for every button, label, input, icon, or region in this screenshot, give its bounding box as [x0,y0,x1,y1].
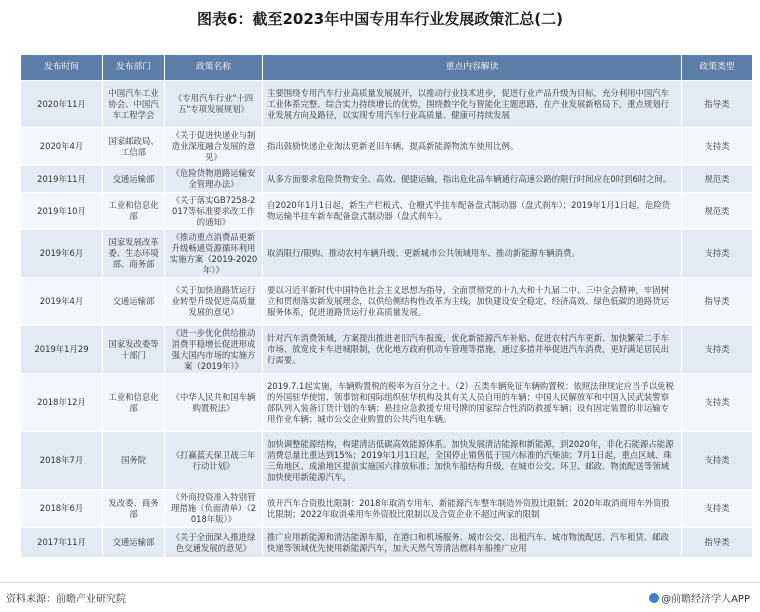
cell-policy: 《关于促进快递业与制造业深度融合发展的意见》 [165,128,263,166]
cell-policy: 《关于全面深入推进绿色交通发展的意见》 [165,528,263,558]
cell-policy: 《打赢蓝天保卫战三年行动计划》 [165,432,263,490]
table-row [21,166,753,193]
cell-type: 支持类 [682,432,753,490]
cell-type: 支持类 [682,230,753,278]
cell-date: 2020年11月 [21,81,103,128]
cell-date: 2018年6月 [21,490,103,528]
table-row [21,490,753,528]
cell-policy: 《危险货物道路运输安全管理办法》 [165,166,263,193]
cell-content: 指出鼓励快递企业淘汰更新老旧车辆，提高新能源物流车使用比例。 [263,128,682,166]
header-policy: 政策名称 [165,55,263,81]
cell-dept: 发改委、商务部 [103,490,165,528]
table-row [21,374,753,432]
cell-type: 规范类 [682,166,753,193]
cell-dept: 交通运输部 [103,278,165,326]
cell-policy: 《专用汽车行业"十四五"专项发展规划》 [165,81,263,128]
table-row [21,432,753,490]
cell-dept: 中国汽车工业协会、中国汽车工程学会 [103,81,165,128]
cell-date: 2020年4月 [21,128,103,166]
cell-content: 推广应用新能源和清洁能源车船，在港口和机场服务、城市公交、出租汽车、城市物流配送、汽车租赁、邮政快递等领域优先使用新能源汽车，加大天然气等清洁燃料车船推广应用 [263,528,682,558]
cell-dept: 国家邮政局、工信部 [103,128,165,166]
cell-date: 2018年7月 [21,432,103,490]
cell-policy: 《外商投资准入特别管理措施（负面清单）（2018年版）》 [165,490,263,528]
cell-date: 2019年10月 [21,193,103,230]
brand-credit [649,590,750,605]
table-row [21,326,753,374]
header-content: 重点内容解读 [263,55,682,81]
chart-title: 图表6：截至2023年中国专用车行业发展政策汇总(二) [197,10,563,28]
header-dept: 发布部门 [103,55,165,81]
cell-content: 放开汽车合资股比限制：2018年取消专用车、新能源汽车整车制造外资股比限制；2020年取消商用车外资股比限制；2022年取消乘用车外资股比限制以及合资企业不超过两家的限制 [263,490,682,528]
policy-table [20,54,753,558]
cell-content: 取消限行/限购、推动农村车辆升级、更新城市公共领域用车、推动新能源车辆消费。 [263,230,682,278]
header-date: 发布时间 [21,55,103,81]
source-note: 资料来源：前瞻产业研究院 [6,594,126,605]
cell-date: 2019年4月 [21,278,103,326]
brand-label: @前瞻经济学人APP [661,594,750,605]
cell-type: 支持类 [682,326,753,374]
cell-content: 要以习近平新时代中国特色社会主义思想为指导，全面贯彻党的十九大和十九届二中、三中全会精神，牢固树立和贯彻落实新发展理念，以供给侧结构性改革为主线，加快建设安全稳定、经济高效、绿色低碳的道路货运服务体系，促进道路货运行业高质量发展。 [263,278,682,326]
cell-policy: 《关于落实GB7258-2017等标准要求改工作的通知》 [165,193,263,230]
table-row [21,128,753,166]
cell-type: 支持类 [682,128,753,166]
table-row [21,81,753,128]
cell-content: 加快调整能源结构，构建清洁低碳高效能源体系。加快发展清洁能源和新能源，到2020年，非化石能源占能源消费总量比重达到15%；2019年1月1日起，全国停止销售低于国六标准的汽柴油；7月1日起，重点区域、珠三角地区、成渝地区提前实施国六排放标准；加快车船结构升级，在城市公交、环卫、邮政、物流配送等领域加快使用新能源汽车。 [263,432,682,490]
cell-dept: 交通运输部 [103,528,165,558]
cell-date: 2019年11月 [21,166,103,193]
cell-content: 从多方面要求危险货物安全、高效、便捷运输，指出危化品车辆通行高速公路的限行时间应在0时到6时之间。 [263,166,682,193]
cell-date: 2017年11月 [21,528,103,558]
cell-type: 规范类 [682,193,753,230]
cell-policy: 《中华人民共和国车辆购置税法》 [165,374,263,432]
cell-dept: 交通运输部 [103,166,165,193]
cell-dept: 国家发改委等十部门 [103,326,165,374]
header-type: 政策类型 [682,55,753,81]
cell-type: 指导类 [682,81,753,128]
cell-policy: 《推动重点消费品更新升级畅通资源循环利用实施方案（2019-2020年）》 [165,230,263,278]
cell-type: 指导类 [682,278,753,326]
brand-logo-icon [649,593,659,603]
cell-policy: 《进一步优化供给推动消费平稳增长促进形成强大国内市场的实施方案（2019年）》 [165,326,263,374]
cell-content: 针对汽车消费领域，方案提出推进老旧汽车报废，优化新能源汽车补贴、促进农村汽车更新、加快繁荣二手车市场、放宽皮卡车进城限制，优化地方政府机动车管理等措施，通过多措并举促进汽车消费，更好满足居民出行需要。 [263,326,682,374]
cell-date: 2019年6月 [21,230,103,278]
cell-type: 指导类 [682,528,753,558]
table-row [21,230,753,278]
cell-dept: 国家发展改革委、生态环境部、商务部 [103,230,165,278]
table-row [21,193,753,230]
cell-dept: 工业和信息化部 [103,193,165,230]
cell-content: 主要围绕专用汽车行业高质量发展展开，以推动行业技术进步，促进行业产品升级为目标，充分利用中国汽车工业体系完整、综合实力持续增长的优势，围绕数字化与智能化主题思路，在产业发展新格局下，重点规划行业发展方向及路径，以实现专用汽车行业高质量、健康可持续发展 [263,81,682,128]
cell-dept: 工业和信息化部 [103,374,165,432]
footer-divider [0,582,760,583]
cell-content: 自2020年1月1日起，新生产栏板式、仓栅式半挂车配备盘式制动器（盘式刹车）；2019年1月1日起，危险货物运输半挂车新车配备盘式制动器（盘式刹车）。 [263,193,682,230]
cell-type: 支持类 [682,374,753,432]
cell-content: 2019.7.1起实施，车辆购置税的税率为百分之十。（2）五类车辆免征车辆购置税：依照法律规定应当予以免税的外国驻华使馆、领事馆和国际组织驻华机构及其有关人员自用的车辆；中国人民解放军和中国人民武装警察部队列入装备订货计划的车辆；悬挂应急救援专用号牌的国家综合性消防救援车辆；设有固定装置的非运输专用作业车辆；城市公交企业购置的公共汽电车辆。 [263,374,682,432]
cell-date: 2018年12月 [21,374,103,432]
cell-type: 支持类 [682,490,753,528]
cell-policy: 《关于加快道路货运行业转型升级促进高质量发展的意见》 [165,278,263,326]
table-header-row [21,55,753,81]
cell-dept: 国务院 [103,432,165,490]
table-row [21,278,753,326]
table-row [21,528,753,558]
cell-date: 2019年1月29 [21,326,103,374]
